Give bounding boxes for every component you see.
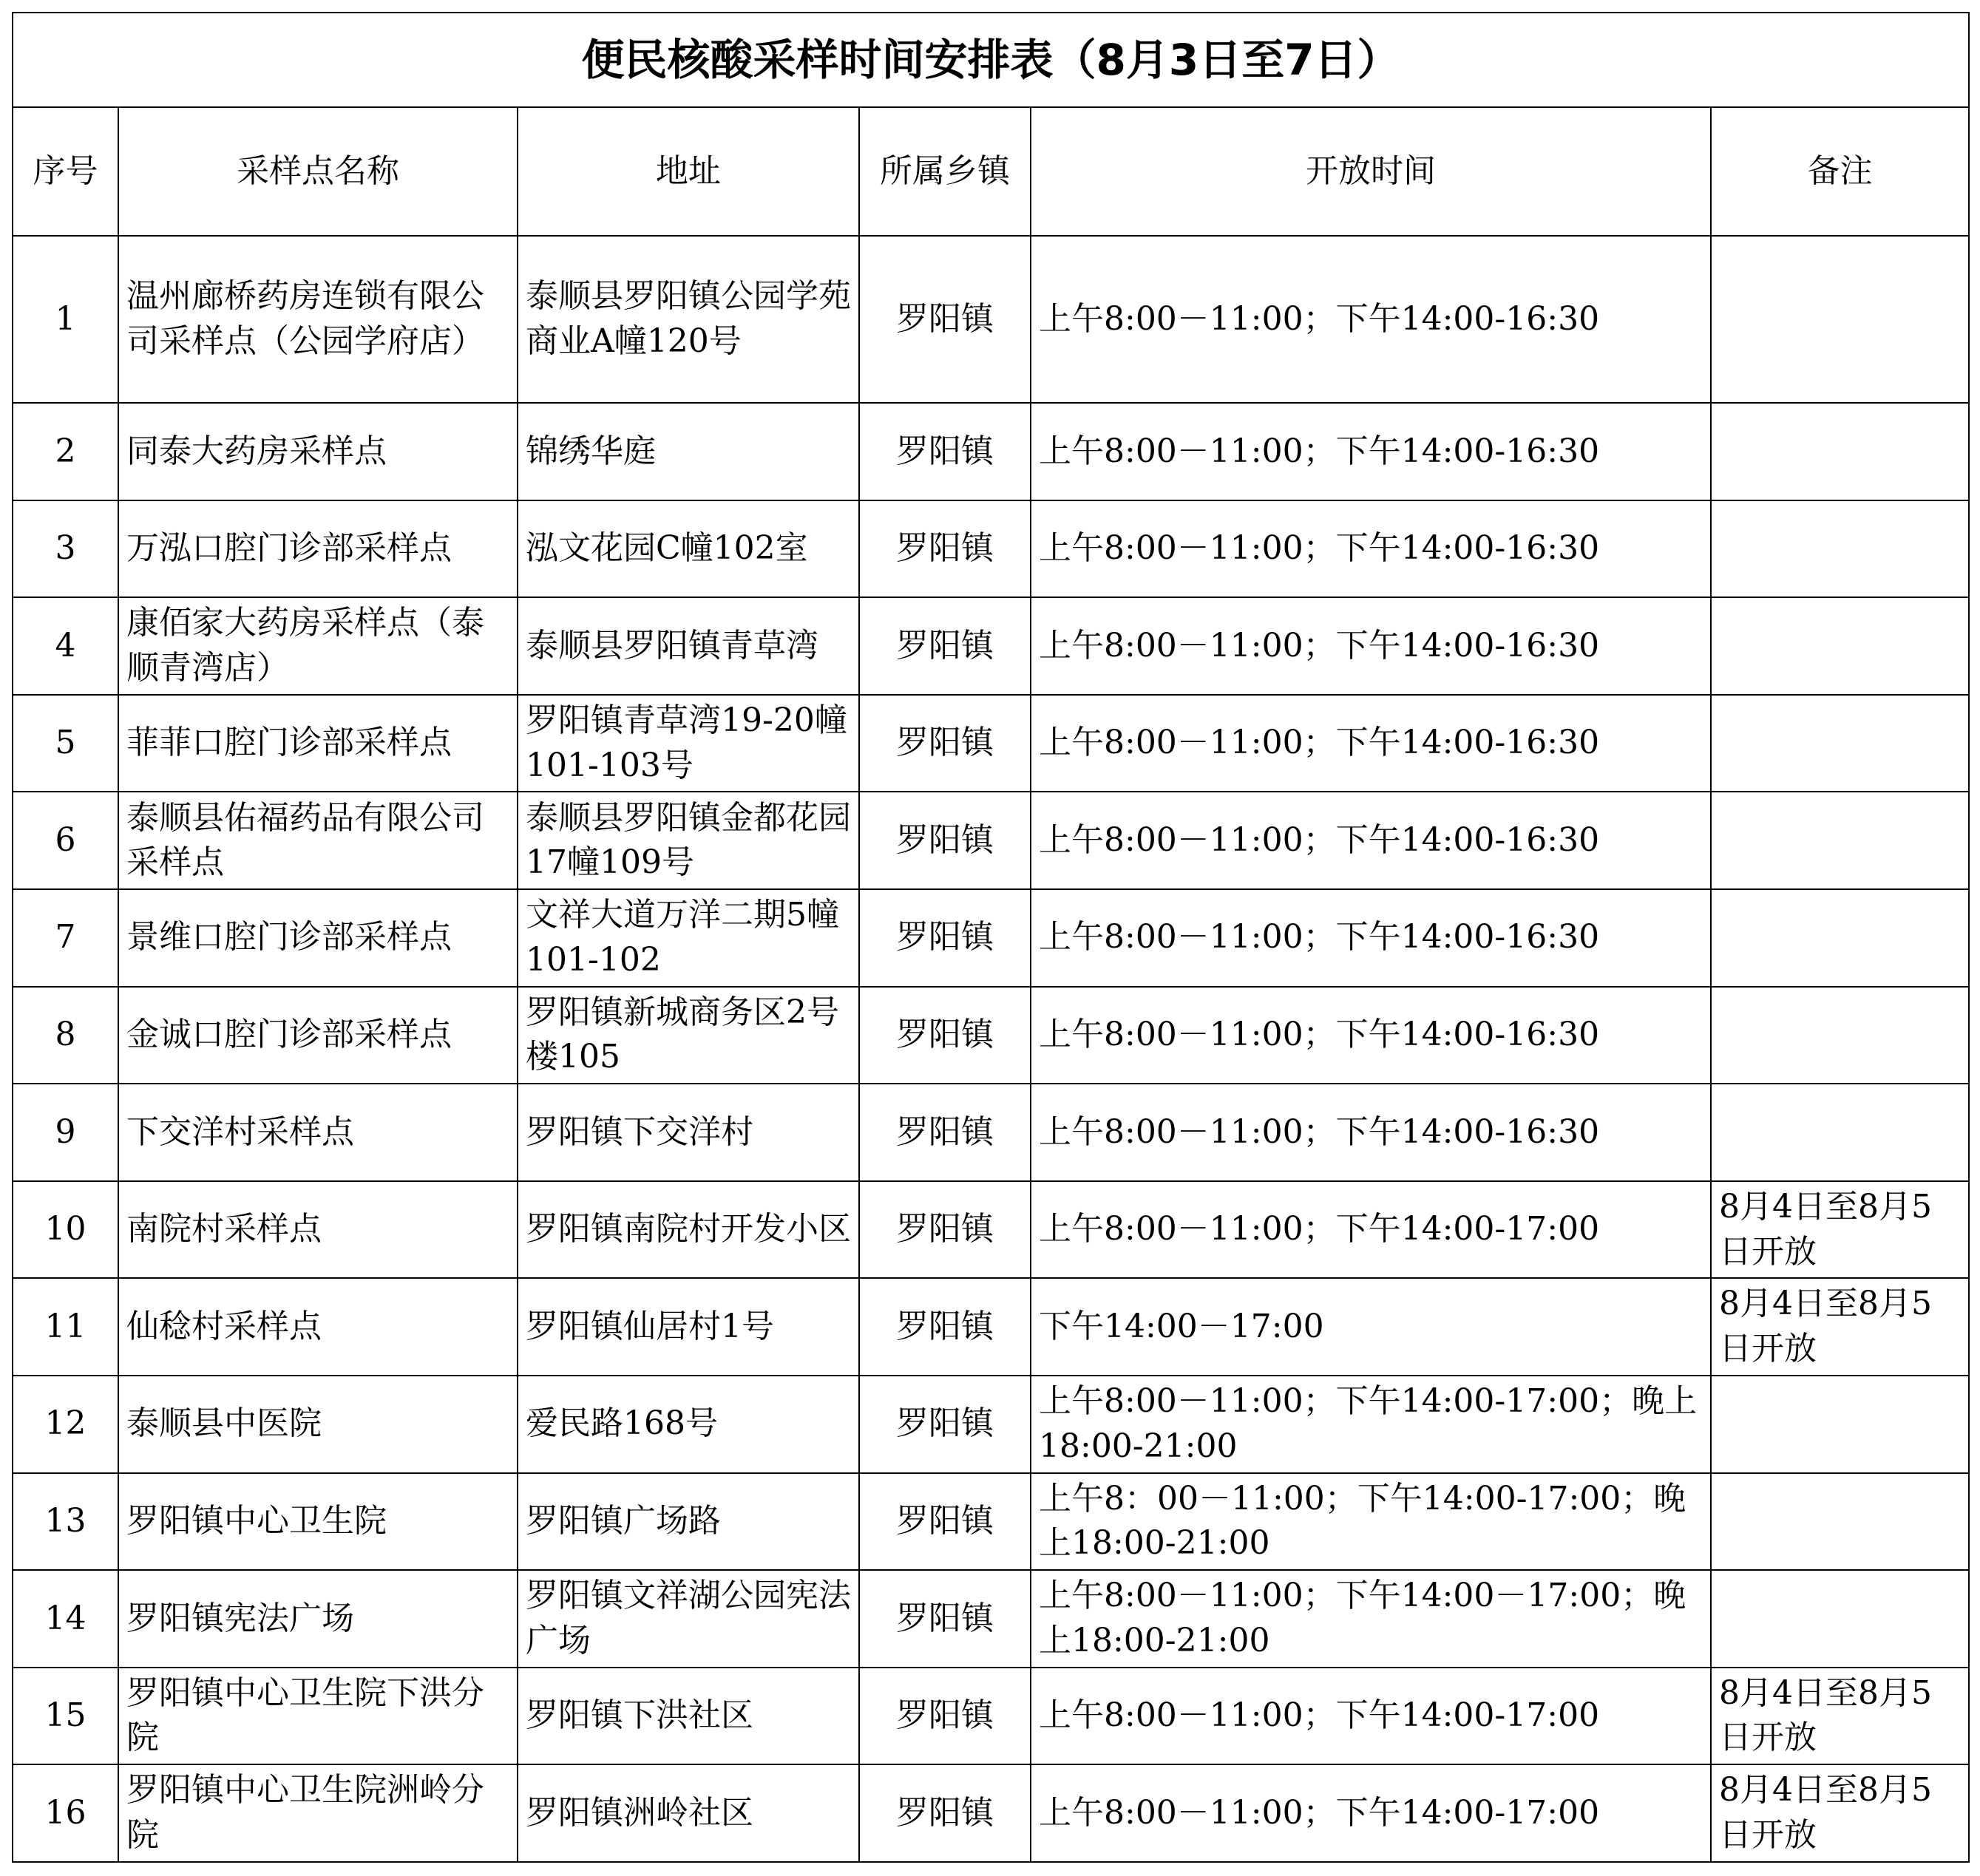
cell-address: 罗阳镇下交洋村	[518, 1084, 859, 1181]
cell-no: 8	[13, 987, 118, 1084]
cell-hours: 上午8:00－11:00；下午14:00-16:30	[1031, 236, 1711, 403]
cell-no: 3	[13, 500, 118, 598]
cell-address: 罗阳镇青草湾19-20幢101-103号	[518, 695, 859, 792]
cell-hours: 上午8：00－11:00；下午14:00-17:00；晚上18:00-21:00	[1031, 1473, 1711, 1571]
cell-note	[1711, 1376, 1969, 1473]
table-row	[13, 1084, 1969, 1181]
cell-address: 文祥大道万洋二期5幢101-102	[518, 889, 859, 987]
cell-note	[1711, 1570, 1969, 1668]
cell-town: 罗阳镇	[859, 1084, 1031, 1181]
cell-hours: 上午8:00－11:00；下午14:00-17:00	[1031, 1181, 1711, 1279]
cell-note: 8月4日至8月5日开放	[1711, 1668, 1969, 1765]
cell-note	[1711, 889, 1969, 987]
cell-hours: 上午8:00－11:00；下午14:00-17:00	[1031, 1764, 1711, 1862]
cell-address: 罗阳镇新城商务区2号楼105	[518, 987, 859, 1084]
cell-no: 14	[13, 1570, 118, 1668]
cell-site-name: 南院村采样点	[118, 1181, 518, 1279]
title-row	[13, 13, 1969, 107]
cell-no: 7	[13, 889, 118, 987]
cell-hours: 上午8:00－11:00；下午14:00－17:00；晚上18:00-21:00	[1031, 1570, 1711, 1668]
cell-address: 泰顺县罗阳镇公园学苑商业A幢120号	[518, 236, 859, 403]
cell-town: 罗阳镇	[859, 1278, 1031, 1376]
cell-hours: 上午8:00－11:00；下午14:00-16:30	[1031, 987, 1711, 1084]
cell-no: 10	[13, 1181, 118, 1279]
cell-site-name: 金诚口腔门诊部采样点	[118, 987, 518, 1084]
cell-town: 罗阳镇	[859, 236, 1031, 403]
cell-town: 罗阳镇	[859, 1570, 1031, 1668]
cell-site-name: 同泰大药房采样点	[118, 403, 518, 500]
table-row	[13, 403, 1969, 500]
cell-town: 罗阳镇	[859, 792, 1031, 889]
cell-address: 罗阳镇洲岭社区	[518, 1764, 859, 1862]
cell-note	[1711, 403, 1969, 500]
cell-address: 罗阳镇文祥湖公园宪法广场	[518, 1570, 859, 1668]
cell-site-name: 景维口腔门诊部采样点	[118, 889, 518, 987]
cell-town: 罗阳镇	[859, 500, 1031, 598]
cell-town: 罗阳镇	[859, 1473, 1031, 1571]
table-row	[13, 889, 1969, 987]
cell-town: 罗阳镇	[859, 597, 1031, 695]
cell-address: 泰顺县罗阳镇金都花园17幢109号	[518, 792, 859, 889]
cell-address: 爱民路168号	[518, 1376, 859, 1473]
cell-no: 15	[13, 1668, 118, 1765]
table-row	[13, 500, 1969, 598]
cell-hours: 下午14:00－17:00	[1031, 1278, 1711, 1376]
cell-note	[1711, 695, 1969, 792]
cell-hours: 上午8:00－11:00；下午14:00-16:30	[1031, 500, 1711, 598]
cell-no: 12	[13, 1376, 118, 1473]
cell-town: 罗阳镇	[859, 1376, 1031, 1473]
cell-hours: 上午8:00－11:00；下午14:00-16:30	[1031, 792, 1711, 889]
table-row	[13, 1668, 1969, 1765]
cell-site-name: 泰顺县中医院	[118, 1376, 518, 1473]
cell-hours: 上午8:00－11:00；下午14:00-17:00；晚上18:00-21:00	[1031, 1376, 1711, 1473]
cell-address: 锦绣华庭	[518, 403, 859, 500]
table-row	[13, 1278, 1969, 1376]
cell-address: 泓文花园C幢102室	[518, 500, 859, 598]
cell-site-name: 万泓口腔门诊部采样点	[118, 500, 518, 598]
cell-note	[1711, 597, 1969, 695]
table-row	[13, 792, 1969, 889]
cell-site-name: 罗阳镇中心卫生院洲岭分院	[118, 1764, 518, 1862]
header-no: 序号	[13, 107, 118, 236]
table-body	[13, 236, 1969, 1862]
cell-note	[1711, 500, 1969, 598]
table-row	[13, 597, 1969, 695]
cell-hours: 上午8:00－11:00；下午14:00-16:30	[1031, 403, 1711, 500]
cell-no: 4	[13, 597, 118, 695]
cell-town: 罗阳镇	[859, 403, 1031, 500]
cell-hours: 上午8:00－11:00；下午14:00-16:30	[1031, 597, 1711, 695]
cell-site-name: 温州廊桥药房连锁有限公司采样点（公园学府店）	[118, 236, 518, 403]
cell-no: 5	[13, 695, 118, 792]
header-name: 采样点名称	[118, 107, 518, 236]
table-row	[13, 236, 1969, 403]
cell-no: 11	[13, 1278, 118, 1376]
cell-address: 泰顺县罗阳镇青草湾	[518, 597, 859, 695]
table-row	[13, 987, 1969, 1084]
cell-no: 6	[13, 792, 118, 889]
cell-site-name: 泰顺县佑福药品有限公司采样点	[118, 792, 518, 889]
cell-town: 罗阳镇	[859, 1181, 1031, 1279]
cell-note	[1711, 1084, 1969, 1181]
cell-note	[1711, 987, 1969, 1084]
cell-note	[1711, 236, 1969, 403]
table-title: 便民核酸采样时间安排表（8月3日至7日）	[13, 13, 1969, 107]
table-row	[13, 1181, 1969, 1279]
header-note: 备注	[1711, 107, 1969, 236]
cell-no: 1	[13, 236, 118, 403]
cell-no: 16	[13, 1764, 118, 1862]
header-town: 所属乡镇	[859, 107, 1031, 236]
cell-site-name: 仙稔村采样点	[118, 1278, 518, 1376]
table-row	[13, 1473, 1969, 1571]
cell-site-name: 菲菲口腔门诊部采样点	[118, 695, 518, 792]
cell-note	[1711, 1473, 1969, 1571]
table-row	[13, 695, 1969, 792]
cell-town: 罗阳镇	[859, 695, 1031, 792]
cell-site-name: 罗阳镇宪法广场	[118, 1570, 518, 1668]
cell-address: 罗阳镇下洪社区	[518, 1668, 859, 1765]
cell-site-name: 罗阳镇中心卫生院	[118, 1473, 518, 1571]
cell-town: 罗阳镇	[859, 1668, 1031, 1765]
cell-address: 罗阳镇南院村开发小区	[518, 1181, 859, 1279]
cell-address: 罗阳镇仙居村1号	[518, 1278, 859, 1376]
cell-note	[1711, 792, 1969, 889]
cell-address: 罗阳镇广场路	[518, 1473, 859, 1571]
cell-no: 9	[13, 1084, 118, 1181]
header-row	[13, 107, 1969, 236]
cell-no: 13	[13, 1473, 118, 1571]
cell-note: 8月4日至8月5日开放	[1711, 1764, 1969, 1862]
table-row	[13, 1570, 1969, 1668]
cell-town: 罗阳镇	[859, 889, 1031, 987]
cell-hours: 上午8:00－11:00；下午14:00-17:00	[1031, 1668, 1711, 1765]
table-row	[13, 1764, 1969, 1862]
cell-hours: 上午8:00－11:00；下午14:00-16:30	[1031, 889, 1711, 987]
table-row	[13, 1376, 1969, 1473]
header-hours: 开放时间	[1031, 107, 1711, 236]
cell-no: 2	[13, 403, 118, 500]
cell-town: 罗阳镇	[859, 1764, 1031, 1862]
cell-note: 8月4日至8月5日开放	[1711, 1278, 1969, 1376]
header-address: 地址	[518, 107, 859, 236]
cell-site-name: 康佰家大药房采样点（泰顺青湾店）	[118, 597, 518, 695]
cell-town: 罗阳镇	[859, 987, 1031, 1084]
cell-hours: 上午8:00－11:00；下午14:00-16:30	[1031, 1084, 1711, 1181]
cell-site-name: 罗阳镇中心卫生院下洪分院	[118, 1668, 518, 1765]
cell-note: 8月4日至8月5日开放	[1711, 1181, 1969, 1279]
cell-site-name: 下交洋村采样点	[118, 1084, 518, 1181]
cell-hours: 上午8:00－11:00；下午14:00-16:30	[1031, 695, 1711, 792]
schedule-table	[12, 12, 1970, 1863]
